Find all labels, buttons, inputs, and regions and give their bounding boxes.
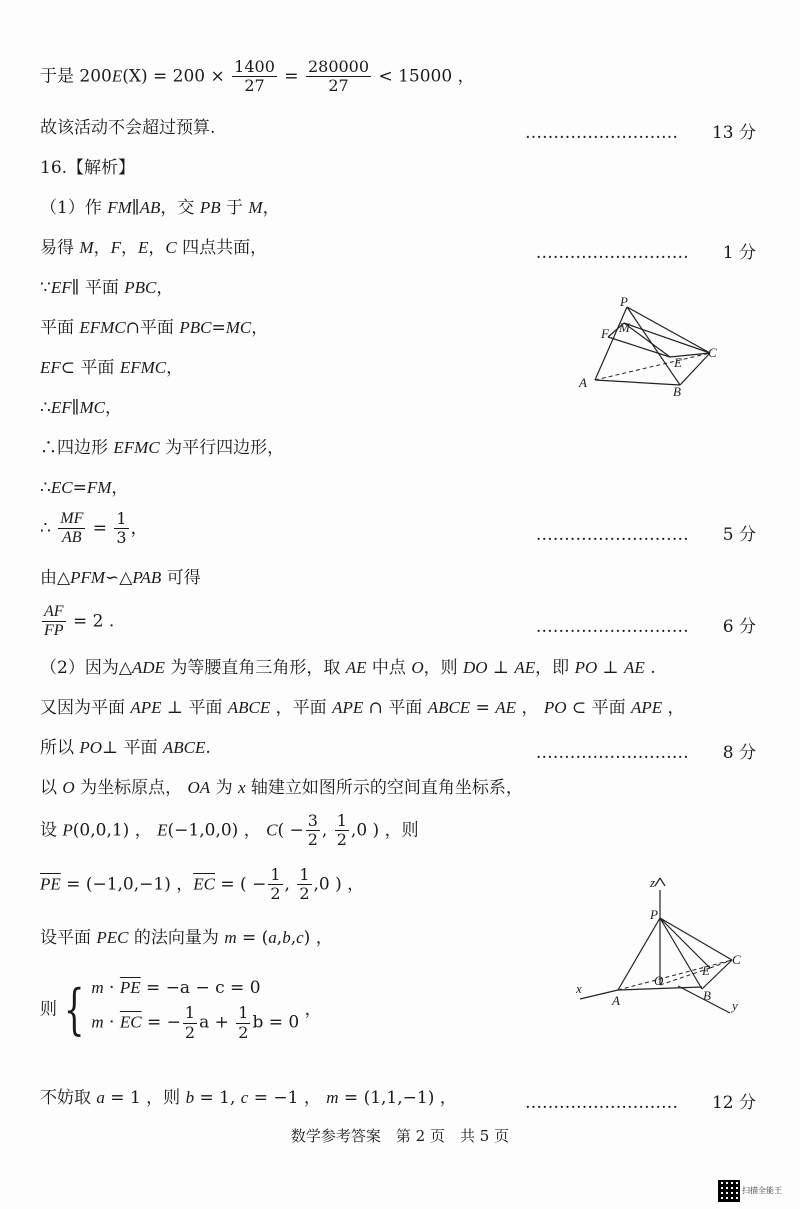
label-B: B [673, 384, 681, 399]
line-ratio-mf-ab: ∴ $\frac{MF}{AB}$ = $\frac{1}{3}$ ， [40, 509, 148, 548]
label-E: E [702, 963, 710, 978]
label-M: M [619, 320, 630, 335]
fraction: $\frac{280000}{27}$ [307, 57, 370, 96]
line-po-perp: 所以 PO⊥ 平面 ABCE. [40, 738, 211, 758]
line-planes-perp: 又因为平面 APE ⊥ 平面 ABCE ，平面 APE ∩ 平面 ABCE = AE ， PO ⊂ 平面 APE ， [40, 698, 685, 718]
fraction: $\frac{1400}{27}$ [234, 57, 275, 96]
score-13: ……………………… 13 分 [524, 123, 756, 143]
label-y: y [732, 998, 738, 1013]
label-P: P [650, 907, 658, 922]
line-normal-vector: 设平面 PEC 的法向量为 m = (a,b,c) ， [40, 928, 333, 948]
line-parallelogram: ∴四边形 EFMC 为平行四边形， [40, 438, 285, 458]
score-12: ……………………… 12 分 [524, 1093, 756, 1113]
fraction: $\frac{MF}{AB}$ [60, 510, 84, 547]
line-ef-subset: EF⊂ 平面 EFMC， [40, 358, 184, 378]
question-16-heading: 16.【解析】 [40, 158, 136, 178]
label-E: E [674, 355, 682, 370]
page-footer: 数学参考答案 第 2 页 共 5 页 [290, 1127, 510, 1145]
equation-row-2: $m \cdot \overline{EC}$ = − $\frac{1}{2}$ a + $\frac{1}{2}$ b = 0 [91, 1003, 300, 1042]
label-A: A [579, 375, 587, 390]
label-C: C [732, 952, 741, 967]
line-similar: 由△PFM∽△PAB 可得 [40, 568, 201, 588]
label-B: B [703, 988, 711, 1003]
label-F: F [601, 326, 609, 341]
fraction: $\frac{1}{2}$ [238, 1003, 249, 1042]
line-ef-mc: ∴EF∥MC， [40, 398, 122, 418]
score-8: ……………………… 8 分 [535, 743, 756, 763]
line-coplanar: 易得 M，F，E，C 四点共面， [40, 238, 268, 258]
figure-pyramid-2 [570, 875, 760, 1020]
line-points: 设 P(0,0,1) ， E(−1,0,0) ， C( − $\frac{3}{2}$ , $\frac{1}{2}$ ,0 ) ，则 [40, 811, 419, 850]
figure-pyramid-1 [570, 295, 730, 405]
line-part2: （2）因为△ADE 为等腰直角三角形，取 AE 中点 O，则 DO ⊥ AE，即 PO ⊥ AE . [40, 658, 656, 678]
line-vectors: $\overline{PE} = (-1,0,-1)$ ，$\overline{EC}$ = ( − $\frac{1}{2}$ , $\frac{1}{2}$ ,0 ) ， [40, 865, 365, 904]
label-O: O [654, 973, 664, 988]
fraction: $\frac{AF}{FP}$ [44, 603, 64, 640]
fraction: $\frac{1}{3}$ [116, 509, 127, 548]
fraction: $\frac{3}{2}$ [307, 811, 318, 850]
fraction: $\frac{1}{2}$ [336, 811, 347, 850]
line-budget: 故该活动不会超过预算. [40, 118, 216, 138]
fraction: $\frac{1}{2}$ [270, 865, 281, 904]
equation-system: 则 { $m \cdot \overline{PE} = -a - c = 0$ $m \cdot \overline{EC}$ = − $\frac{1}{2}$ a + $\frac{1}{2}$ b = 0 ， [40, 978, 322, 1042]
left-brace: { [63, 978, 85, 1042]
line-plane-intersect: 平面 EFMC∩平面 PBC=MC， [40, 318, 269, 338]
line-ef-parallel: ∵EF∥ 平面 PBC， [40, 278, 174, 298]
label-P: P [620, 295, 628, 309]
label-A: A [612, 993, 620, 1008]
score-6: ……………………… 6 分 [535, 617, 756, 637]
line-result: 不妨取 a = 1 ，则 b = 1, c = −1 ， m = (1,1,−1) ， [40, 1088, 457, 1108]
line-coordinate-system: 以 O 为坐标原点， OA 为 x 轴建立如图所示的空间直角坐标系， [40, 778, 523, 798]
line-part1: （1）作 FM∥AB，交 PB 于 M， [40, 198, 280, 218]
fraction: $\frac{1}{2}$ [299, 865, 310, 904]
label-C: C [708, 345, 717, 360]
label-x: x [576, 981, 582, 996]
score-1: ……………………… 1 分 [535, 243, 756, 263]
label-z: z [650, 875, 656, 890]
line-expectation: 于是 200E(X) = 200 × $\frac{1400}{27}$ = $\frac{280000}{27}$ < 15000 ， [40, 57, 475, 96]
line-ratio-af-fp: $\frac{AF}{FP}$ = 2 . [44, 603, 115, 640]
equation-row-1: $m \cdot \overline{PE} = -a - c = 0$ [91, 978, 261, 998]
line-ec-fm: ∴EC=FM， [40, 478, 129, 498]
score-5: ……………………… 5 分 [535, 525, 756, 545]
qr-code-icon [718, 1180, 740, 1202]
scanner-watermark: 扫描全能王 [718, 1180, 782, 1202]
fraction: $\frac{1}{2}$ [184, 1003, 196, 1042]
